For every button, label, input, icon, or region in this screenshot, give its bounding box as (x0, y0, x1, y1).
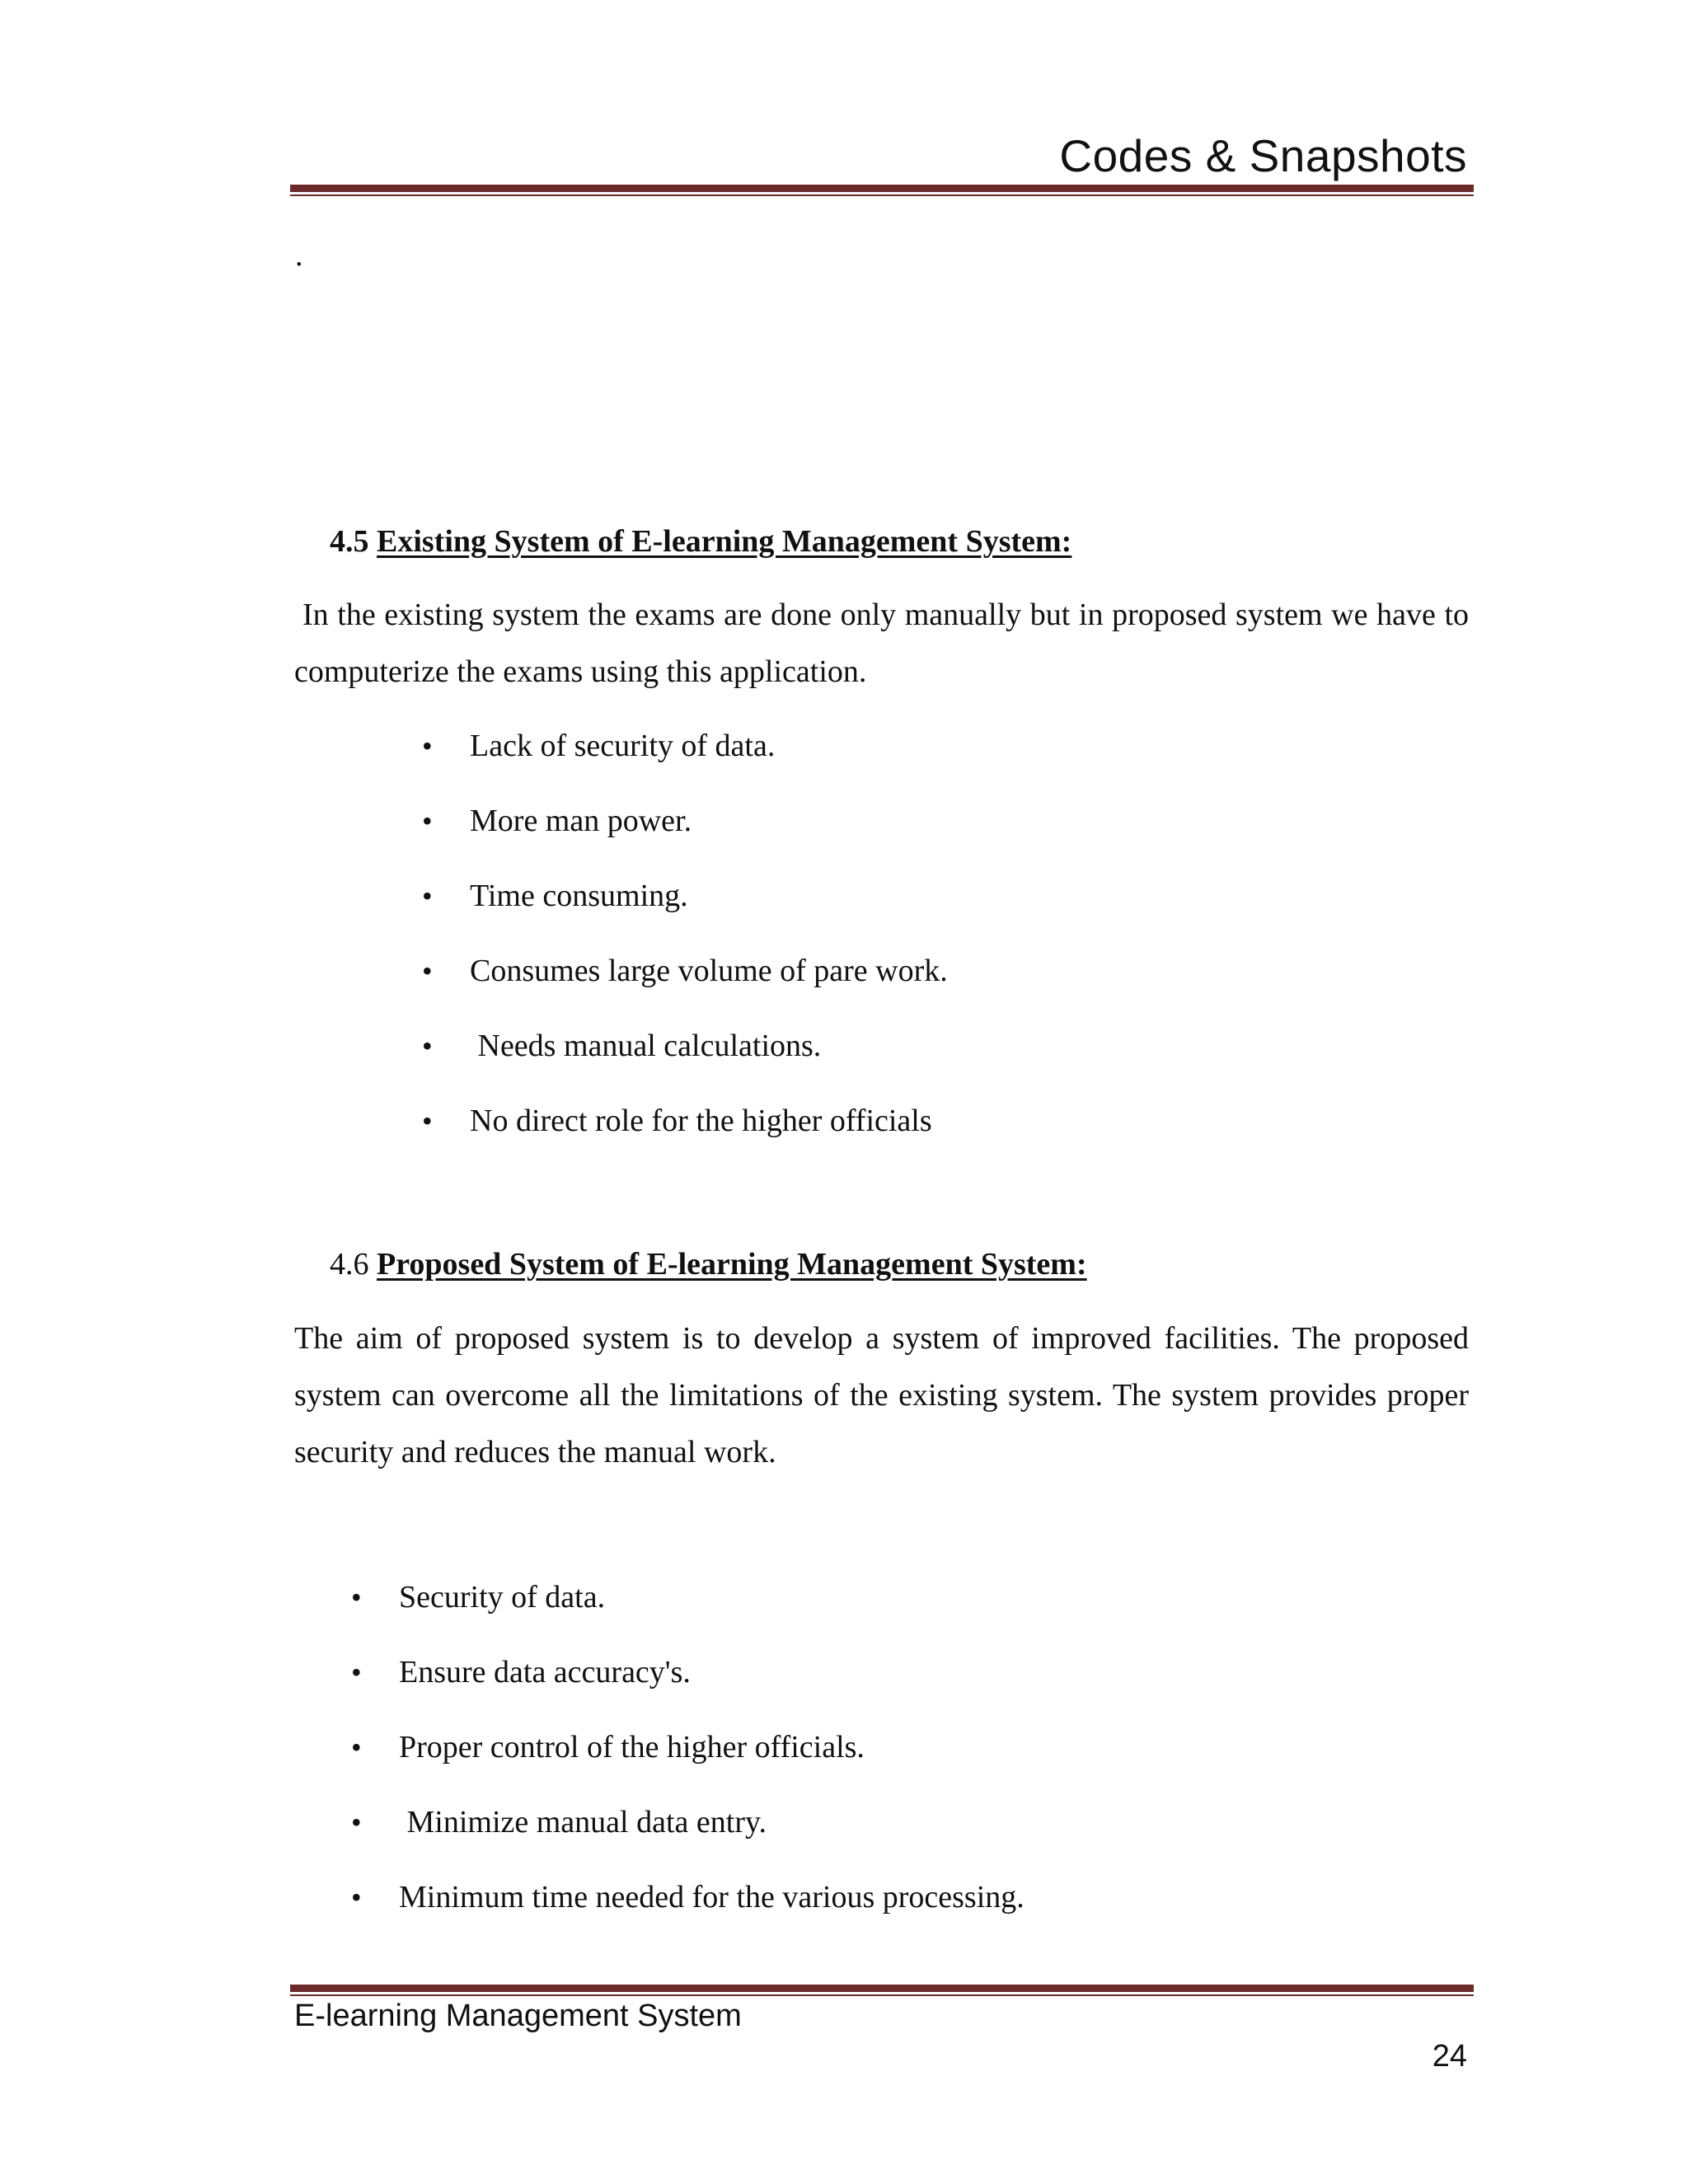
page-header-title: Codes & Snapshots (1059, 130, 1467, 181)
bullet-icon: • (422, 729, 433, 762)
section-number: 4.6 (330, 1247, 369, 1282)
header-rule (290, 185, 1474, 196)
bullet-icon: • (351, 1806, 362, 1839)
existing-system-paragraph: In the existing system the exams are done only manually but in proposed system we have to computerize the exams using this application. (294, 598, 1469, 689)
bullet-icon: • (422, 879, 433, 912)
bullet-icon: • (422, 804, 433, 837)
page-number: 24 (1432, 2039, 1467, 2074)
section-title: Existing System of E-learning Management System: (377, 524, 1072, 559)
section-heading-4-6 (330, 1246, 1087, 1282)
bullet-icon: • (351, 1881, 362, 1914)
bullet-icon: • (351, 1581, 362, 1614)
bullet-icon: • (351, 1656, 362, 1689)
footer-rule (290, 1985, 1474, 1996)
section-heading-4-5 (330, 523, 1071, 560)
section-number: 4.5 (330, 524, 369, 559)
bullet-icon: • (422, 1104, 433, 1137)
section-title: Proposed System of E-learning Management System: (377, 1247, 1087, 1282)
stray-dot: . (295, 238, 303, 273)
bullet-icon: • (351, 1731, 362, 1764)
proposed-system-paragraph: The aim of proposed system is to develop a system of improved facilities. The proposed system can overcome all the limitations of the existing system. The system provides proper security and reduces the manual work. (294, 1321, 1469, 1469)
bullet-icon: • (422, 954, 433, 987)
footer-title: E-learning Management System (294, 1999, 742, 2033)
bullet-icon: • (422, 1029, 433, 1062)
